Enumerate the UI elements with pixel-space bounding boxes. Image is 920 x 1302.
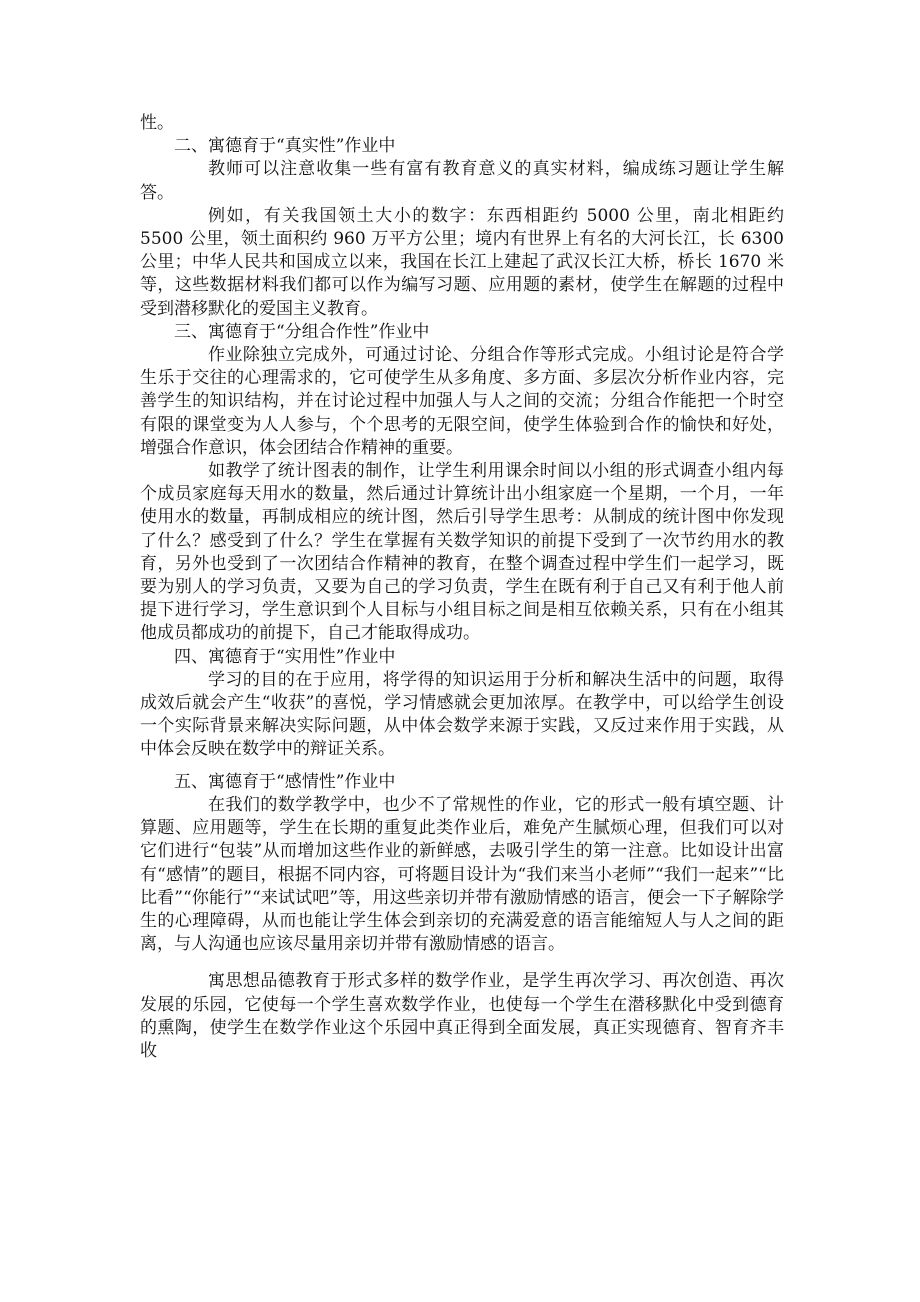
paragraph: 学习的目的在于应用，将学得的知识运用于分析和解决生活中的问题，取得成效后就会产生“收获”的喜悦，学习情感就会更加浓厚。在教学中，可以给学生创设一个实际背景来解决实际问题，从中体会数学来源于实践，又反过来作用于实践，从中体会反映在数学中的辩证关系。	[140, 669, 784, 760]
paragraph: 例如，有关我国领土大小的数字：东西相距约 5000 公里，南北相距约 5500 公里，领土面积约 960 万平方公里；境内有世界上有名的大河长江，长 6300 公里；中华人民共和国成立以来，我国在长江上建起了武汉长江大桥，桥长 1670 米等，这些数据材料我们都可以作为编写习题、应用题的素材，使学生在解题的过程中受到潜移默化的爱国主义教育。	[140, 205, 784, 319]
paragraph-conclusion: 寓思想品德教育于形式多样的数学作业，是学生再次学习、再次创造、再次发展的乐园，它使每一个学生喜欢数学作业，也使每一个学生在潜移默化中受到德育的熏陶，使学生在数学作业这个乐园中真正得到全面发展，真正实现德育、智育齐丰收	[140, 971, 784, 1061]
paragraph-continuation: 性。	[140, 113, 174, 133]
document-page	[140, 112, 784, 1063]
section-heading-3: 三、寓德育于“分组合作性”作业中	[174, 321, 430, 342]
paragraph: 作业除独立完成外，可通过讨论、分组合作等形式完成。小组讨论是符合学生乐于交往的心理需求的，它可使学生从多角度、多方面、多层次分析作业内容，完善学生的知识结构，并在讨论过程中加强人与人之间的交流；分组合作能把一个时空有限的课堂变为人人参与，个个思考的无限空间，使学生体验到合作的愉快和好处，增强合作意识，体会团结合作精神的重要。	[140, 345, 784, 458]
section-heading-4: 四、寓德育于“实用性”作业中	[174, 646, 396, 667]
paragraph: 教师可以注意收集一些有富有教育意义的真实材料，编成练习题让学生解答。	[140, 159, 784, 203]
section-heading-5: 五、寓德育于“感情性”作业中	[174, 771, 396, 792]
section-heading-2: 二、寓德育于“真实性”作业中	[174, 136, 396, 157]
paragraph: 如教学了统计图表的制作，让学生利用课余时间以小组的形式调查小组内每个成员家庭每天用水的数量，然后通过计算统计出小组家庭一个星期，一个月，一年使用水的数量，再制成相应的统计图，然后引导学生思考：从制成的统计图中你发现了什么？感受到了什么？学生在掌握有关数学知识的前提下受到了一次节约用水的教育，另外也受到了一次团结合作精神的教育，在整个调查过程中学生们一起学习，既要为别人的学习负责，又要为自己的学习负责，学生在既有利于自己又有利于他人前提下进行学习，学生意识到个人目标与小组目标之间是相互依赖关系，只有在小组其他成员都成功的前提下，自己才能取得成功。	[140, 461, 784, 644]
paragraph: 在我们的数学教学中，也少不了常规性的作业，它的形式一般有填空题、计算题、应用题等，学生在长期的重复此类作业后，难免产生腻烦心理，但我们可以对它们进行“包装”从而增加这些作业的新鲜感，去吸引学生的第一注意。比如设计出富有“感情”的题目，根据不同内容，可将题目设计为“我们来当小老师”“我们一起来”“比比看”“你能行”“来试试吧”等，用这些亲切并带有激励情感的语言，便会一下子解除学生的心理障碍，从而也能让学生体会到亲切的充满爱意的语言能缩短人与人之间的距离，与人沟通也应该尽量用亲切并带有激励情感的语言。	[140, 794, 784, 955]
